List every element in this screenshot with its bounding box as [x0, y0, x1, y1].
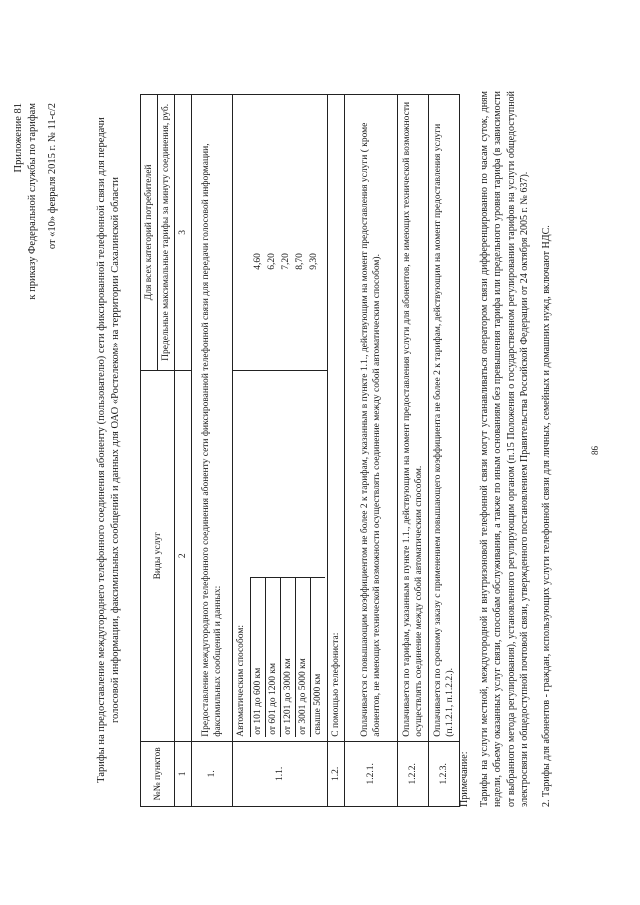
colnum-3: 3 [175, 95, 192, 371]
page-number: 86 [590, 446, 600, 455]
distance-list [250, 577, 325, 737]
notes-paragraph-1: Тарифы на услуги местной, междугородной и внутризоновой телефонной связи могут устанавливаться оператором связи дифференцированно по часам суток, дням недели, объему оказанных услуг связи, способам обслуживания, а также по иным основаниям без превышения тарифа или предельного уровня тарифа (в зависимости от выбранного метода регулирования), установленного регулирующим органом (п.15 Положения о государственном регулировании тарифов на услуги общедоступной электросвязи и общедоступной почтовой связи, утвержденного постановлением Правительства Российской Федерации от 24 октября 2005 г. № 637). [478, 91, 530, 807]
appendix-order-date: от «10» февраля 2015 г. № 11-с/2 [47, 103, 58, 250]
distance-item: от 1201 до 3000 км [281, 577, 296, 737]
header-col-number: №№ пунктов [141, 741, 175, 806]
header-col-tariff-top: Для всех категорий потребителей [141, 95, 158, 371]
row-text: Предоставление междугородного телефонного соединения абоненту сети фиксированной телефонной связи для передачи голосовой информации, факсимильных сообщений и данных: [192, 95, 233, 742]
header-col-tariff-bottom: Предельные максимальные тарифы за минуту соединения, руб. [158, 95, 175, 371]
title-line-1: Тарифы на предоставление междугороднего телефонного соединения абоненту (пользователю) сети фиксированной телефонной связи для передачи [96, 117, 107, 783]
row-label: Автоматическим способом: [236, 625, 246, 737]
header-col-services: Виды услуг [141, 370, 175, 741]
appendix-header [12, 103, 60, 300]
table-row-1-1 [233, 95, 328, 807]
row-number: 1. [192, 741, 233, 806]
tariff-value: 6,20 [267, 253, 277, 270]
row-number: 1.2.2. [398, 741, 429, 806]
table-row-1-2-1 [345, 95, 398, 807]
row-number: 1.2.1. [345, 741, 398, 806]
row-values [233, 95, 328, 371]
colnum-2: 2 [175, 370, 192, 741]
notes-heading: Примечание: [459, 751, 470, 807]
row-text: Оплачивается с повышающим коэффициентом не более 2 к тарифам, указанным в пункте 1.1., действующим на момент предоставления услуги ( кроме абонентов, не имеющих технической возможности осуществлять соединение между собой автоматическим способом). [345, 95, 398, 742]
tariff-value: 8,70 [295, 253, 305, 270]
notes-section [458, 91, 553, 807]
row-text: С помощью телефониста: [328, 95, 345, 742]
document-title [95, 35, 122, 865]
tariff-value: 7,20 [281, 253, 291, 270]
row-distances [233, 370, 328, 741]
row-text: Оплачивается по срочному заказу с применением повышающего коэффициента не более 2 к тарифам, действующим на момент предоставления услуги (п.1.2.1, п.1.2.2.). [429, 95, 460, 742]
appendix-number: Приложение 81 [13, 103, 24, 173]
distance-item: от 601 до 1200 км [266, 577, 281, 737]
appendix-order-ref: к приказу Федеральной службы по тарифам [27, 103, 38, 300]
column-numbers-row [175, 95, 192, 807]
distance-item: от 3001 до 5000 км [296, 577, 311, 737]
table-row-1-2-2 [398, 95, 429, 807]
table-row-1-2 [328, 95, 345, 807]
colnum-1: 1 [175, 741, 192, 806]
title-line-2: голосовой информации, факсимильных сообщений и данных для ОАО «Ростелеком» на территории Сахалинской области [109, 176, 121, 724]
row-number: 1.2. [328, 741, 345, 806]
tariff-value: 4,60 [253, 253, 263, 270]
table-row-1-2-3 [429, 95, 460, 807]
distance-item: свыше 5000 км [311, 577, 325, 737]
table-header-row [141, 95, 158, 807]
distance-item: от 101 до 600 км [251, 577, 266, 737]
notes-paragraph-2: 2. Тарифы для абонентов - граждан, использующих услуги телефонной связи для личных, семейных и домашних нужд, включают НДС. [540, 225, 552, 807]
table-row-1 [192, 95, 233, 807]
row-number: 1.2.3. [429, 741, 460, 806]
row-text: Оплачивается по тарифам, указанным в пункте 1.1., действующим на момент предоставления услуги для абонентов, не имеющих технической возможности осуществлять соединение между собой автоматическим способом. [398, 95, 429, 742]
tariff-table [140, 94, 460, 807]
row-number: 1.1. [233, 741, 328, 806]
tariff-value: 9,30 [309, 253, 319, 270]
